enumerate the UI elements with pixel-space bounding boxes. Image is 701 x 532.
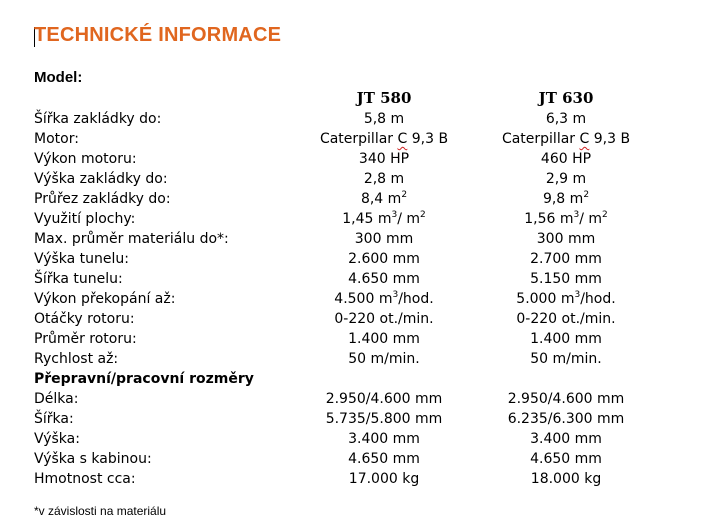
spec-row	[34, 469, 674, 489]
value-jt630: 6.235/6.300 mm	[507, 411, 625, 427]
value-jt630: 300 mm	[536, 231, 596, 247]
value-jt580: 50 m/min.	[348, 351, 420, 367]
value-jt580: 2.600 mm	[348, 251, 420, 267]
spec-row	[34, 169, 674, 189]
spec-label: Výkon překopání až:	[34, 291, 176, 307]
value-jt630: 6,3 m	[545, 111, 587, 127]
value-text: 4.500 m	[334, 291, 393, 307]
value-text: Caterpillar	[501, 131, 580, 147]
value-jt580: 1.400 mm	[348, 331, 420, 347]
spec-row	[34, 189, 674, 209]
value-jt630: 1.400 mm	[530, 331, 602, 347]
value-jt630: 4.650 mm	[530, 451, 602, 467]
value-jt630: 0-220 ot./min.	[516, 311, 616, 327]
spec-row	[34, 349, 674, 369]
spec-label: Max. průměr materiálu do*:	[34, 231, 229, 247]
page-title: TECHNICKÉ INFORMACE	[34, 24, 282, 46]
spec-row	[34, 289, 674, 309]
spec-label: Průřez zakládky do:	[34, 191, 171, 207]
spec-row	[34, 229, 674, 249]
unit-exponent: 2	[401, 190, 408, 200]
value-jt630: 3.400 mm	[530, 431, 602, 447]
spec-row	[34, 309, 674, 329]
value-jt630: 18.000 kg	[530, 471, 602, 487]
value-jt630: 50 m/min.	[530, 351, 602, 367]
value-jt580: 0-220 ot./min.	[334, 311, 434, 327]
value-jt580	[294, 209, 474, 229]
value-text: 9,8 m	[542, 191, 584, 207]
value-jt630	[476, 209, 656, 229]
spec-label: Hmotnost cca:	[34, 471, 136, 487]
value-text: Caterpillar	[319, 131, 398, 147]
spec-label: Šířka zakládky do:	[34, 111, 162, 127]
value-jt580: 2,8 m	[363, 171, 405, 187]
value-text: 9,3 B	[407, 131, 449, 147]
section-heading: Přepravní/pracovní rozměry	[34, 371, 254, 387]
value-text: / m	[397, 211, 421, 227]
value-jt580: 4.650 mm	[348, 451, 420, 467]
value-text: / m	[579, 211, 603, 227]
spellcheck-marked-text: C	[397, 131, 408, 147]
value-jt580: 300 mm	[354, 231, 414, 247]
value-jt580: 17.000 kg	[348, 471, 420, 487]
value-jt630	[476, 129, 656, 149]
spec-label: Šířka:	[34, 411, 74, 427]
spec-label: Rychlost až:	[34, 351, 119, 367]
unit-exponent: 3	[574, 290, 581, 300]
value-jt580: 5,8 m	[363, 111, 405, 127]
spec-row	[34, 249, 674, 269]
value-jt580: 3.400 mm	[348, 431, 420, 447]
value-jt630	[476, 289, 656, 309]
spec-label: Šířka tunelu:	[34, 271, 123, 287]
section-heading-row	[34, 369, 674, 389]
spec-row	[34, 389, 674, 409]
spellcheck-marked-text: C	[579, 131, 590, 147]
value-jt630	[476, 189, 656, 209]
value-jt580: 340 HP	[358, 151, 410, 167]
column-header-jt580: JT 580	[356, 89, 412, 107]
spec-row	[34, 149, 674, 169]
value-text: 5.000 m	[516, 291, 575, 307]
value-text: 1,45 m	[342, 211, 392, 227]
spec-label: Otáčky rotoru:	[34, 311, 135, 327]
unit-exponent: 2	[583, 190, 590, 200]
value-text: 1,56 m	[524, 211, 574, 227]
spec-table	[34, 109, 674, 489]
spec-row	[34, 269, 674, 289]
unit-exponent: 2	[420, 210, 426, 220]
spec-row	[34, 129, 674, 149]
value-jt580: 2.950/4.600 mm	[325, 391, 443, 407]
spec-label: Výška s kabinou:	[34, 451, 152, 467]
value-jt630: 2,9 m	[545, 171, 587, 187]
unit-exponent: 3	[573, 210, 580, 220]
spec-row	[34, 209, 674, 229]
spec-row	[34, 409, 674, 429]
spec-label: Výška:	[34, 431, 80, 447]
value-text: 9,3 B	[589, 131, 631, 147]
value-jt580	[294, 189, 474, 209]
value-jt580: 5.735/5.800 mm	[325, 411, 443, 427]
value-jt580	[294, 289, 474, 309]
value-text: /hod.	[580, 291, 616, 307]
value-text: 8,4 m	[360, 191, 402, 207]
footnote: *v závislosti na materiálu	[34, 504, 167, 518]
value-jt630: 5.150 mm	[530, 271, 602, 287]
value-jt630: 2.700 mm	[530, 251, 602, 267]
spec-label: Průměr rotoru:	[34, 331, 137, 347]
model-label: Model:	[34, 69, 83, 86]
spec-label: Motor:	[34, 131, 79, 147]
spec-label: Využití plochy:	[34, 211, 136, 227]
unit-exponent: 3	[392, 290, 399, 300]
unit-exponent: 3	[391, 210, 398, 220]
value-jt630: 2.950/4.600 mm	[507, 391, 625, 407]
value-jt580	[294, 129, 474, 149]
value-jt630: 460 HP	[540, 151, 592, 167]
spec-row	[34, 429, 674, 449]
value-text: /hod.	[398, 291, 434, 307]
spec-row	[34, 109, 674, 129]
spec-label: Výška zakládky do:	[34, 171, 168, 187]
spec-row	[34, 329, 674, 349]
spec-label: Výška tunelu:	[34, 251, 129, 267]
spec-row	[34, 449, 674, 469]
spec-label: Délka:	[34, 391, 79, 407]
value-jt580: 4.650 mm	[348, 271, 420, 287]
unit-exponent: 2	[602, 210, 608, 220]
column-header-jt630: JT 630	[538, 89, 594, 107]
spec-label: Výkon motoru:	[34, 151, 137, 167]
